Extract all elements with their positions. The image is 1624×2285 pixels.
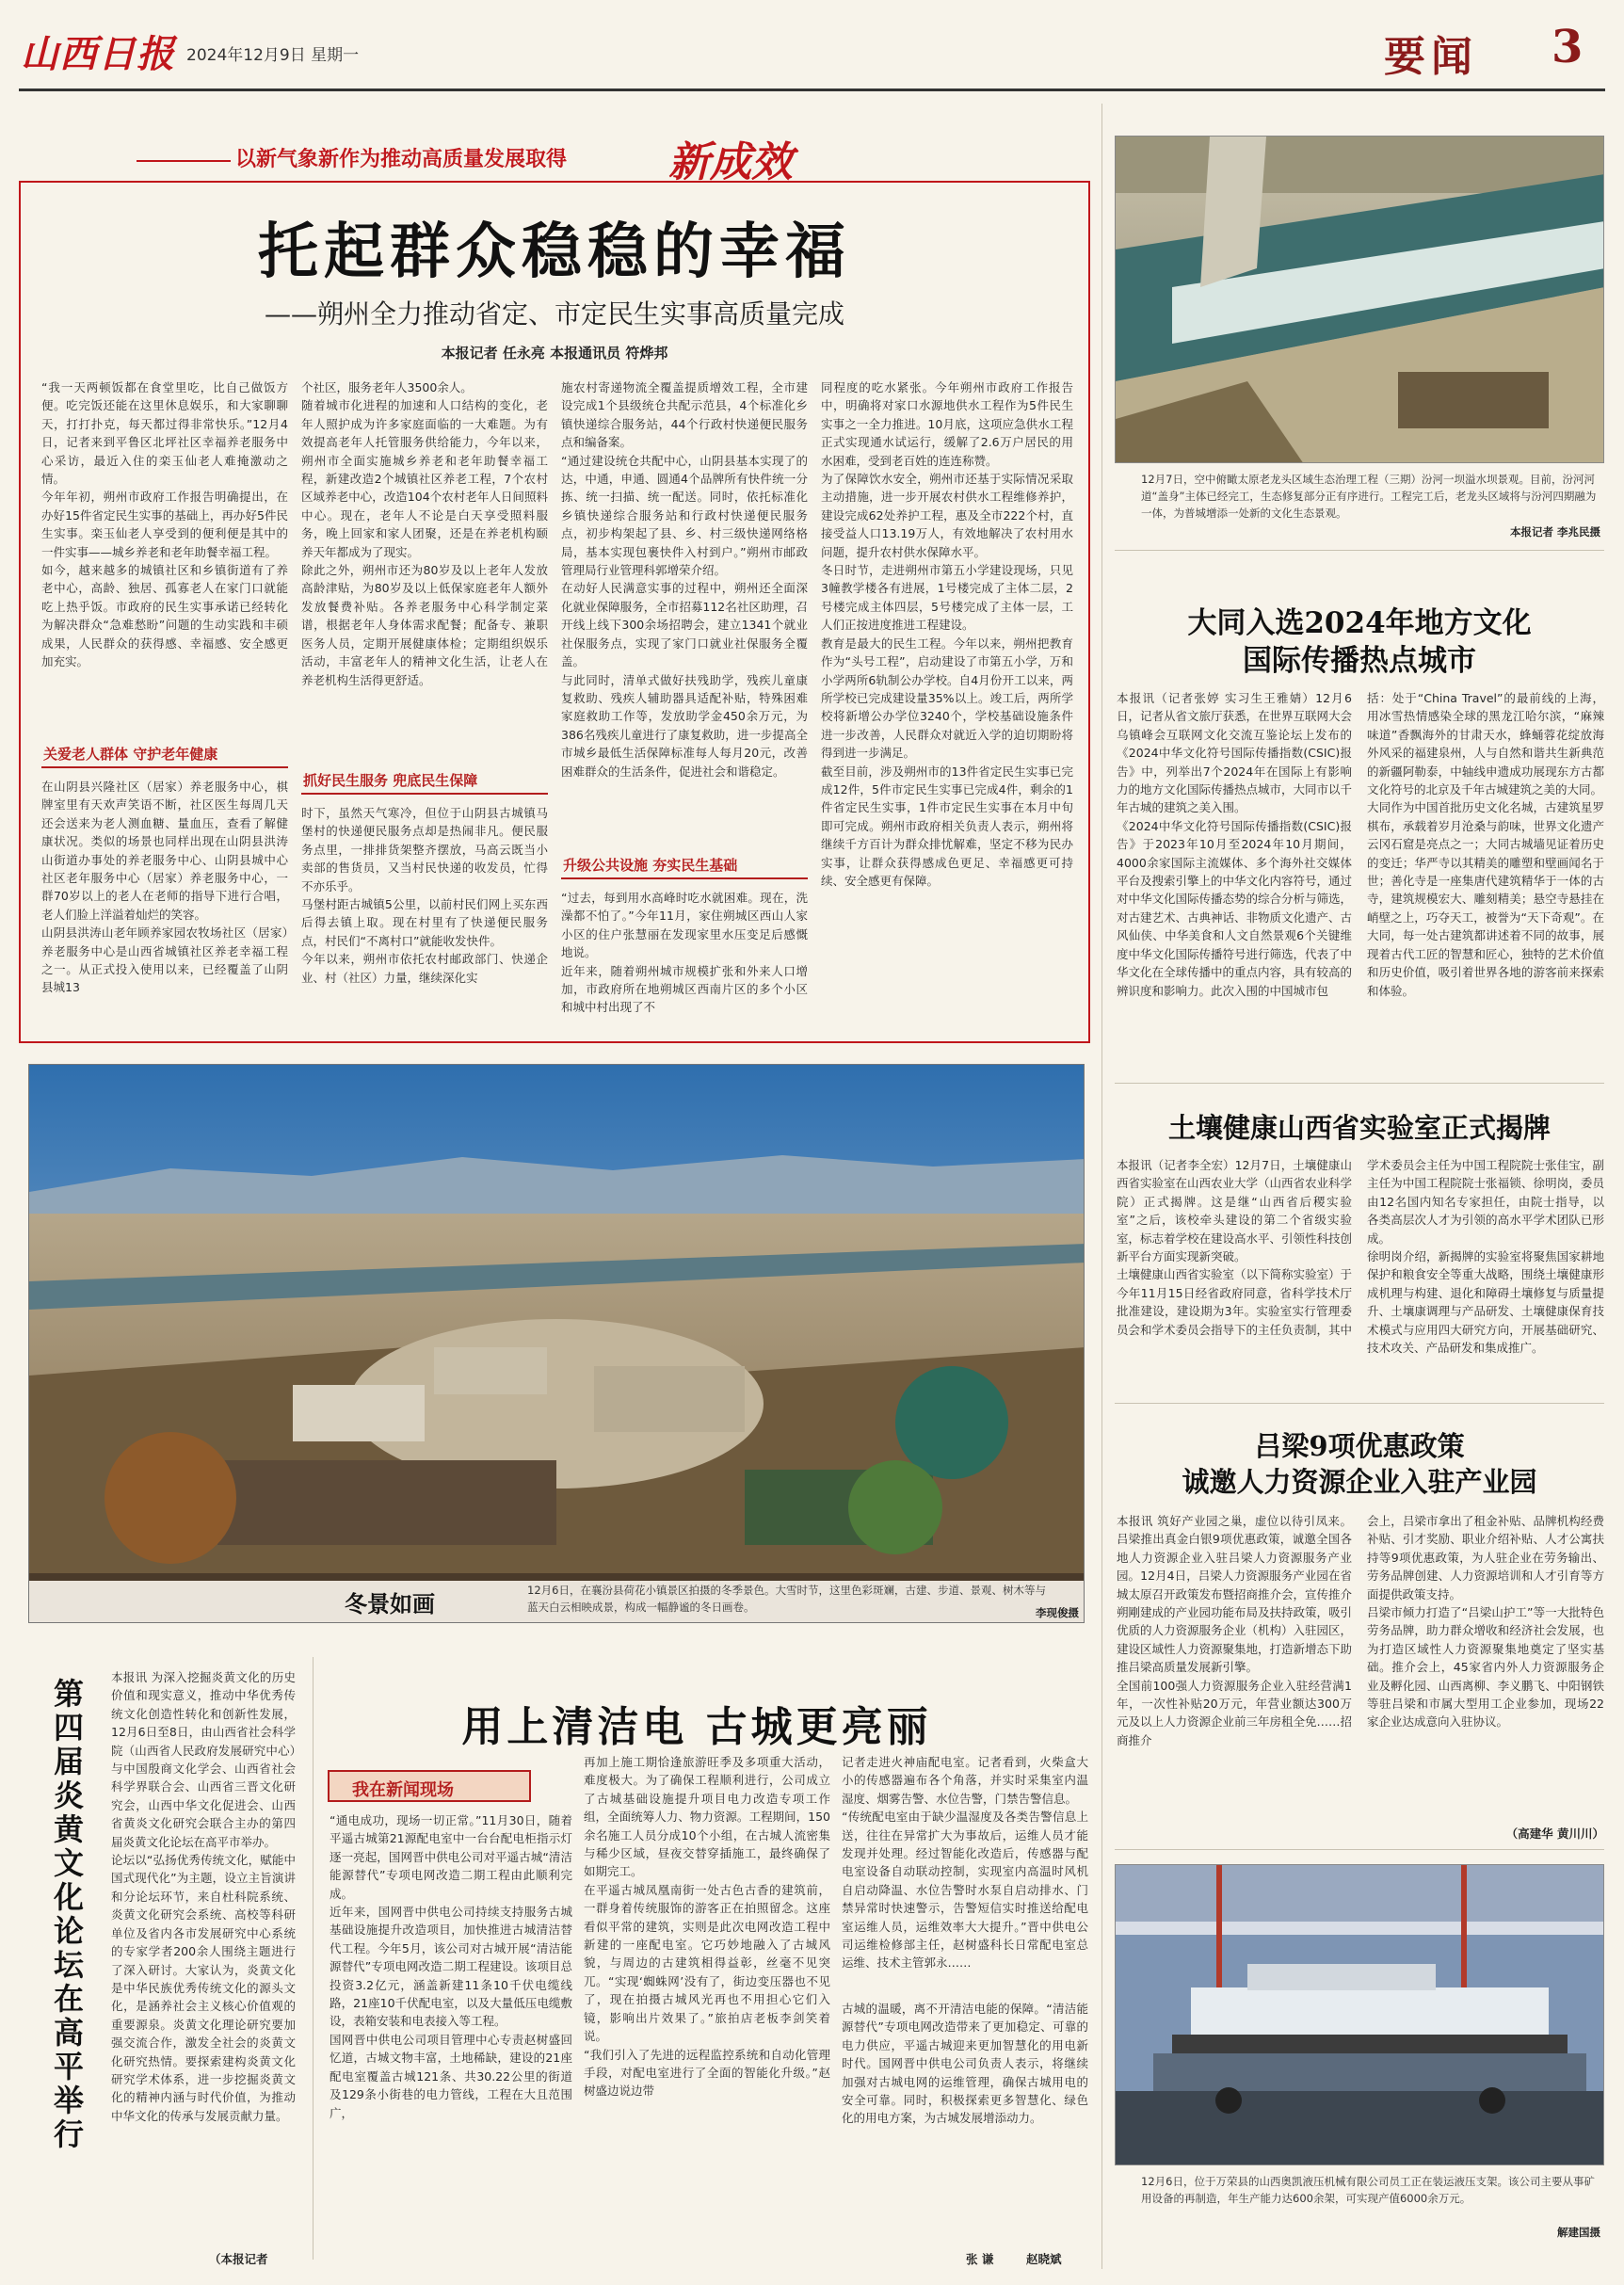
forum-title: 第四届炎黄文化论坛在高平举行	[49, 1678, 85, 2152]
lead-byline: 本报记者 任永亮 本报通讯员 符烨邦	[441, 345, 668, 362]
gucheng-col-3b: 古城的温暖，离不开清洁电能的保障。“清洁能源替代”专项电网改造带来了更加稳定、可靠的电力供应，平遥古城迎来更加智慧化的用电新时代。国网晋中供电公司负责人表示，将继续加强对古城电网的运维管理，确保古城用电的安全可靠。同时，积极探索更多智慧化、绿色化的用电方案，为古城发展增添动力。	[842, 2002, 1088, 2126]
datong-col-1: 本报讯（记者张婷 实习生王雅婧）12月6日，记者从省文旅厅获悉，在世界互联网大会乌镇峰会互联网文化交流互鉴论坛上发布的《2024中华文化符号国际传播指数(CSIC)报告》中，列举出7个2024年在国际上有影响力的地方文化国际传播热点城市，大同市以千年古城的建筑之美入围。 《2024中华文化符号国际传播指数(CSIC)报告》于2023年10月至2024年10月期间，4000余家国际主流媒体、多个海外社交媒体平台及搜索引擎上的中华文化内容符号，通过对中华文化国际传播态势的综合分析与筛选，对古建艺术、古典神话、非物质文化遗产、古风仙侠、中华美食和人文自然景观6个关键维度中华文化国际传播符号进行筛选，代表了中华文化在全球传播中的重点内容，具有较高的辨识度和影响力。此次入围的中国城市包	[1117, 691, 1352, 998]
lead-col-2b: 时下，虽然天气寒冷，但位于山阴县古城镇马堡村的快递便民服务点却是热闹非凡。便民服务点里，一排排货架整齐摆放，马高云既当小卖部的售货员，又当村民快递的收发员，忙得不亦乐乎。 马堡村距古城镇5公里，以前村民们网上买东西后得去镇上取。现在村里有了快递便民服务点，村民们“不离村口”就能收发快件。 今年以来，朔州市依托农村邮政部门、快递企业、村（社区）力量，继续深化实	[301, 806, 548, 985]
lead-subhead-2-rule	[301, 793, 548, 795]
lvliang-col-1: 本报讯 筑好产业园之巢，虚位以待引凤来。吕梁推出真金白银9项优惠政策，诚邀全国各地人力资源企业入驻吕梁人力资源服务产业园。12月4日，吕梁人力资源服务产业园在省城太原召开政策发布暨招商推介会，宣传推介朔剛建成的产业园功能布局及扶持政策，吸引优质的人力资源服务企业（机构）入驻园区，建设区域性人力资源聚集地，打造新增态下助推吕梁高质量发展新引擎。 全国前100强人力资源服务企业入驻经营满1年，一次性补贴20万元，年营业额达300万元及以上人力资源企业前三年房租全免……招商推介	[1117, 1514, 1352, 1747]
photo-winter-town	[28, 1064, 1085, 1623]
gucheng-credit-2: 赵晓斌	[1026, 2252, 1062, 2266]
masthead-rule	[19, 89, 1605, 91]
lead-col-1b: 在山阴县兴隆社区（居家）养老服务中心，棋牌室里有天欢声笑语不断，社区医生每周几天还会送来为老人测血糖、量血压，查看了解健康状况。类似的场景也同样出现在山阴县洪涛山街道办事处的养老服务中心、山阴县城中心社区老年服务中心（居家）养老服务中心，一群70岁以上的老人在老师的指导下进行合唱，老人们脸上洋溢着灿烂的笑容。 山阴县洪涛山老年顾养家园农牧场社区（居家）养老服务中心是山西省城镇社区养老幸福工程之一。从正式投入使用以来，已经覆盖了山阴县城13	[41, 780, 288, 995]
lead-subhead-1-rule	[41, 766, 288, 768]
gucheng-credit-1: 张 谦	[966, 2252, 994, 2266]
series-banner-prefix: 以新气象新作为推动高质量发展取得	[235, 148, 568, 171]
rule-right-3	[1115, 1403, 1604, 1404]
photo-fenhe-dam	[1115, 136, 1604, 463]
photo-winter-caption: 12月6日，在襄汾县荷花小镇景区拍摄的冬季景色。大雪时节，这里色彩斑斓，古建、步道、景观、树木等与蓝天白云相映成景，构成一幅静谧的冬日画卷。	[527, 1584, 1046, 1614]
lead-subhead-1: 关爱老人群体 守护老年健康	[43, 746, 218, 763]
series-banner	[235, 132, 857, 186]
rule-right-1	[1115, 550, 1604, 551]
gucheng-col-1: “通电成功，现场一切正常。”11月30日，随着平遥古城第21源配电室中一台台配电柜指示灯逐一亮起，国网晋中供电公司对平遥古城“清洁能源替代”专项电网改造二期工程由此顺利完成。 近年来，国网晋中供电公司持续支持服务古城基础设施提升改造项目，加快推进古城清洁替代工程。今年5月，该公司对古城开展“清洁能源替代”专项电网改造二期工程建设。该项目总投资3.2亿元，涵盖新建11条10千伏电缆线路，21座10千伏配电室，以及大量低压电缆敷设，表箱安装和电表接入等工程。 国网晋中供电公司项目管理中心专责赵树盛回忆道，古城文物丰富，土地稀缺，建设的21座配电室覆盖古城121条、共30.22公里的街道及129条小街巷的电力管线，工程在大且范围广，	[330, 1813, 572, 2120]
lead-subtitle: ——朔州全力推动省定、市定民生实事高质量完成	[264, 298, 844, 330]
gucheng-tag-label: 我在新闻现场	[352, 1780, 454, 1800]
lead-subhead-3-rule	[561, 877, 808, 879]
rule-vertical-main	[1101, 104, 1102, 2269]
datong-col-2: 括：处于“China Travel”的最前线的上海，用冰雪热情感染全球的黑龙江哈尔滨，“麻辣味道”香飘海外的甘肃天水，蜂蛹蓉花绽放海外风采的福建泉州，人与自然和谐共生新典范的新疆阿勒泰，中轴线申遗成功展现东方古都文化符号的北京及千年古城建筑之美的大同。 大同作为中国首批历史文化名城，古建筑星罗棋布，承载着岁月沧桑与韵味，世界文化遗产云冈石窟是亮点之一；大同古城墙见证着历史的变迁；华严寺以其精美的雕塑和壁画闻名于世；善化寺是一座集唐代建筑精华于一体的古寺，建筑规模宏大、雕刻精美；悬空寺悬挂在峭壁之上，巧夺天工，被誉为“天下奇观”。在大同，每一处古建筑都讲述着不同的故事，展现着古代工匠的智慧和匠心，独特的艺术价值和历史价值，吸引着世界各地的游客前来探索和体验。	[1367, 691, 1604, 998]
lead-col-3b: “过去，每到用水高峰时吃水就困难。现在，洗澡都不怕了。”今年11月，家住朔城区西山人家小区的住户张慧丽在发现家里水压变足后感慨地说。 近年来，随着朔州城市规模扩张和外来人口增加，市政府所在地朔城区西南片区的多个小区和城中村出现了不	[561, 891, 808, 1015]
photo-fenhe-dam-caption: 12月7日，空中俯瞰太原老龙头区域生态治理工程（三期）汾河一坝溢水坝景观。目前，汾河河道“盖身”主体已经完工，生态修复部分正有序进行。工程完工后，老龙头区域将与汾河四期融为一体，为普城增添一处新的文化生态景观。	[1141, 473, 1597, 520]
rule-right-4	[1115, 1849, 1604, 1850]
rule-forum	[313, 1657, 314, 2260]
series-banner-highlight: 新成效	[668, 138, 793, 186]
gucheng-tag	[328, 1770, 531, 1802]
masthead-logo: 山西日报	[21, 32, 175, 76]
masthead-date: 2024年12月9日 星期一	[186, 46, 360, 65]
gucheng-col-3: 记者走进火神庙配电室。记者看到，火柴盒大小的传感器遍布各个角落，并实时采集室内温湿度、烟雾告警、水位告警，门禁告警信息。 “传统配电室由于缺少温湿度及各类告警信息上送，往往在异常扩大为事故后，运维人员才能发现并处理。经过智能化改造后，传感器与配电室设备自动联动控制，实现室内高温时风机自启动降温、水位告警时水泵自启动排水、门禁异常时快速警示，告警短信实时推送给配电室运维人员，运维效率大大提升。”晋中供电公司运维检修部主任，赵树盛科长日常配电室总运维、技术主管郭永……	[842, 1755, 1088, 1971]
section-name: 要闻	[1384, 33, 1478, 81]
photo-hydraulic-support	[1115, 1864, 1604, 2165]
soil-lab-title: 土壤健康山西省实验室正式揭牌	[1167, 1112, 1551, 1144]
lead-col-3: 施农村寄递物流全覆盖提质增效工程，全市建设完成1个县级统仓共配示范县，4个标准化乡镇快递综合服务站，44个行政村快递便民服务点和编备案。 “通过建设统仓共配中心，山阴县基本实现了的达，中通，申通、圆通4个品牌所有快件统一分拣、统一扫描、统一配送。同时，依托标准化乡镇快递综合服务站和行政村快递便民服务点，初步构架起了县、乡、村三级快递网络格局，基本实现包裹快件入村到户。”朔州市邮政管理局行业管理科郭增荣介绍。 在动好人民满意实事的过程中，朔州还全面深化就业保障服务，全市招募112名社区助理，召开线上线下300余场招聘会，建立1341个就业社保服务点，实现了家门口就业社保服务全覆盖。 与此同时，清单式做好扶残助学，残疾儿童康复救助、残疾人辅助器具适配补贴，特殊困难家庭救助工作等，发放助学金450余万元，为386名残疾儿童进行了康复救助，进一步提高全市城乡最低生活保障标准每人每月20元，改善困难群众的生活条件，促进社会和谐稳定。	[561, 380, 808, 779]
lead-col-1: “我一天两顿饭都在食堂里吃，比自己做饭方便。吃完饭还能在这里休息娱乐，和大家聊聊天，打打扑克，每天都过得非常快乐。”12月4日，记者来到平鲁区北坪社区幸福养老服务中心采访，最近入住的栾玉仙老人难掩激动之情。 今年年初，朔州市政府工作报告明确提出，在办好15件省定民生实事的基础上，再办好5件民生实事。栾玉仙老人享受到的便利便是其中的一件实事——城乡养老和老年助餐幸福工程。 如今，越来越多的城镇社区和乡镇街道有了养老中心，高龄、独居、孤寡老人在家门口就能吃上热乎饭。市政府的民生实事承诺已经转化为解决群众“急难愁盼”问题的生动实践和丰硕成果，人民群众的获得感、幸福感、安全感更加充实。	[41, 380, 288, 669]
gucheng-title: 用上清洁电 古城更亮丽	[461, 1703, 932, 1751]
photo-winter-credit: 李现俊摄	[1036, 1606, 1079, 1619]
lead-subhead-3: 升级公共设施 夯实民生基础	[563, 857, 738, 874]
photo-winter-label: 冬景如画	[345, 1590, 435, 1617]
page-number: 3	[1552, 21, 1584, 73]
photo-fenhe-dam-credit: 本报记者 李兆民摄	[1509, 525, 1600, 539]
lvliang-col-2: 会上，吕梁市拿出了租金补贴、品牌机构经费补贴、引才奖励、职业介绍补贴、人才公寓扶持等9项优惠政策，为人驻企业在劳务输出、劳务品牌创建、人力资源培训和人才引育等方面提供政策支持。 吕梁市倾力打造了“吕梁山护工”等一大批特色劳务品牌，助力群众增收和经济社会发展，也为打造区域性人力资源聚集地奠定了坚实基础。推介会上，45家省内外人力资源服务企业及孵化园、山西离柳、李义鹏飞、中阳钢铁等驻吕梁和市属大型用工企业参加，现场22家企业达成意向入驻协议。	[1367, 1514, 1604, 1730]
lvliang-title-1: 吕梁9项优惠政策	[1254, 1430, 1465, 1462]
soil-lab-col-1: 本报讯（记者李全宏）12月7日，土壤健康山西省实验室在山西农业大学（山西省农业科学院）正式揭牌。这是继“山西省后稷实验室”之后，该校牵头建设的第二个省级实验室，标志着学校在建设高水平、引领性科技创新平台方面实现新突破。 土壤健康山西省实验室（以下简称实验室）于今年11月15日经省政府同意，省科学技术厅批准建设，建设期为3年。实验室实行管理委员会和学术委员会指导下的主任负责制，其中	[1117, 1158, 1352, 1337]
datong-title-2: 国际传播热点城市	[1243, 644, 1476, 678]
lead-title: 托起群众稳稳的幸福	[258, 217, 851, 287]
gucheng-col-2: 再加上施工期恰逢旅游旺季及多项重大活动，难度极大。为了确保工程顺利进行，公司成立了古城基础设施提升项目电力改造专项工作组，全面统筹人力、物力资源。工程期间，150余名施工人员分成10个小组，在古城人流密集与稀少区域，昼夜交替穿插施工，最终确保了如期完工。 在平遥古城凤凰南街一处古色古香的建筑前，一群身着传统服饰的游客正在拍照留念。这座看似平常的建筑，实则是此次电网改造工程中新建的一座配电室。它巧妙地融入了古城风貌，与周边的古建筑相得益彰，丝毫不见突兀。“实现‘蜘蛛网’没有了，街边变压器也不见了，现在拍摄古城风光再也不用担心它们入镜，影响出片效果了。”旅拍店老板李剑笑着说。 “我们引入了先进的远程监控系统和自动化管理手段，对配电室进行了全面的智能化升级。”赵树盛边说边带	[584, 1755, 830, 2099]
lead-col-2: 个社区，服务老年人3500余人。 随着城市化进程的加速和人口结构的变化，老年人照护成为许多家庭面临的一大难题。为有效提高老年人托管服务供给能力，今年以来，朔州市全面实施城乡养老和老年助餐幸福工程，新建改造2个城镇社区养老工程，7个农村区域养老中心，改造104个农村老年人日间照料中心。现在，老年人不论是白天享受照料服务，晚上回家和家人团聚，还是在养老机构颐养天年都成为了现实。 除此之外，朔州市还为80岁及以上老年人发放高龄津贴，为80岁及以上低保家庭老年人额外发放餐费补贴。各养老服务中心科学制定菜谱，根据老年人身体需求配餐；配备专、兼职医务人员，定期开展健康体检；定期组织娱乐活动，丰富老年人的精神文化生活，让老人在养老机构生活得更舒适。	[301, 380, 548, 687]
lead-col-4: 同程度的吃水紧张。今年朔州市政府工作报告中，明确将对家口水源地供水工程作为5件民生实事之一全力推进。10月底，这项应急供水工程正式实现通水试运行，缓解了2.6万户居民的用水困难，受到老百姓的连连称赞。 为了保障饮水安全，朔州市还基于实际情况采取主动措施，进一步开展农村供水工程维修养护，建设完成62处养护工程，惠及全市222个村，直接受益人口13.19万人，有效地解决了农村用水问题，提升农村供水保障水平。 冬日时节，走进朔州市第五小学建设现场，只见3幢教学楼各有进展，1号楼完成了主体二层，2号楼完成主体四层，5号楼完成了主体一层，工人们正按进度推进工程建设。 教育是最大的民生工程。今年以来，朔州把教育作为“头号工程”，启动建设了市第五小学，万和小学两所6轨制公办学校。自4月份开工以来，两所学校已完成建设量35%以上。竣工后，两所学校将新增公办学位3240个，学校基础设施条件进一步改善，人民群众对就近入学的迫切期盼将得到进一步满足。 截至目前，涉及朔州市的13件省定民生实事已完成12件，5件市定民生实事已完成4件，剩余的1件省定民生实事，1件市定民生实事在本月中旬即可完成。朔州市政府相关负责人表示，朔州将继续千方百计为群众排忧解难，坚定不移为民办实事，让群众获得感成色更足、幸福感更可持续、安全感更有保障。	[821, 380, 1073, 888]
rule-right-2	[1115, 1083, 1604, 1084]
lvliang-title-2: 诚邀人力资源企业入驻产业园	[1182, 1466, 1537, 1498]
forum-body: 本报讯 为深入挖掘炎黄文化的历史价值和现实意义，推动中华优秀传统文化创造性转化和创新性发展，12月6日至8日，由山西省社会科学院（山西省人民政府发展研究中心）与中国殷商文化学会、山西省社会科学界联合会、山西省三晋文化研究会，山西中华文化促进会、山西省黄炎文化研究会联合主办的第四届炎黄文化论坛在高平市举办。 论坛以“弘扬优秀传统文化，赋能中国式现代化”为主题，设立主旨演讲和分论坛环节，来自杜科院系统、炎黄文化研究会系统、高校等科研单位及省内各市发展研究中心系统的专家学者200余人围绕主题进行了深入研讨。大家认为，炎黄文化是中华民族优秀传统文化的源头文化，是涵养社会主义核心价值观的重要源泉。炎黄文化理论研究要加强交流合作，激发全社会的炎黄文化研究热情。要探索建构炎黄文化研究学术体系，进一步挖掘炎黄文化的精神内涵与时代价值，为推动中华文化的传承与发展贡献力量。	[111, 1670, 296, 2123]
photo-hydraulic-caption: 12月6日，位于万荣县的山西奥凯液压机械有限公司员工正在装运液压支架。该公司主要从事矿用设备的再制造，年生产能力达600余架，可实现产值6000余万元。	[1141, 2175, 1595, 2205]
soil-lab-col-2: 学术委员会主任为中国工程院院士张佳宝，副主任为中国工程院院士张福锁、徐明岗，委员由12名国内知名专家担任，由院士指导，以各类高层次人才为引领的高水平学术团队已形成。 徐明岗介绍，新揭牌的实验室将聚焦国家耕地保护和粮食安全等重大战略，围绕土壤健康形成机理与构建、退化和障碍土壤修复与质量提升、土壤康调理与产品研发、土壤健康保育技术模式与应用四大研究方向，开展基础研究、技术攻关、产品研发和集成推广。	[1367, 1158, 1604, 1356]
datong-title-1: 大同入选2024年地方文化	[1187, 606, 1532, 640]
lvliang-credit: （高建华 黄川川）	[1505, 1826, 1604, 1841]
series-banner-line	[137, 160, 231, 162]
photo-hydraulic-credit: 解建国摄	[1557, 2226, 1600, 2239]
lead-subhead-2: 抓好民生服务 兜底民生保障	[303, 772, 478, 789]
forum-credit: （本报记者	[209, 2252, 268, 2266]
